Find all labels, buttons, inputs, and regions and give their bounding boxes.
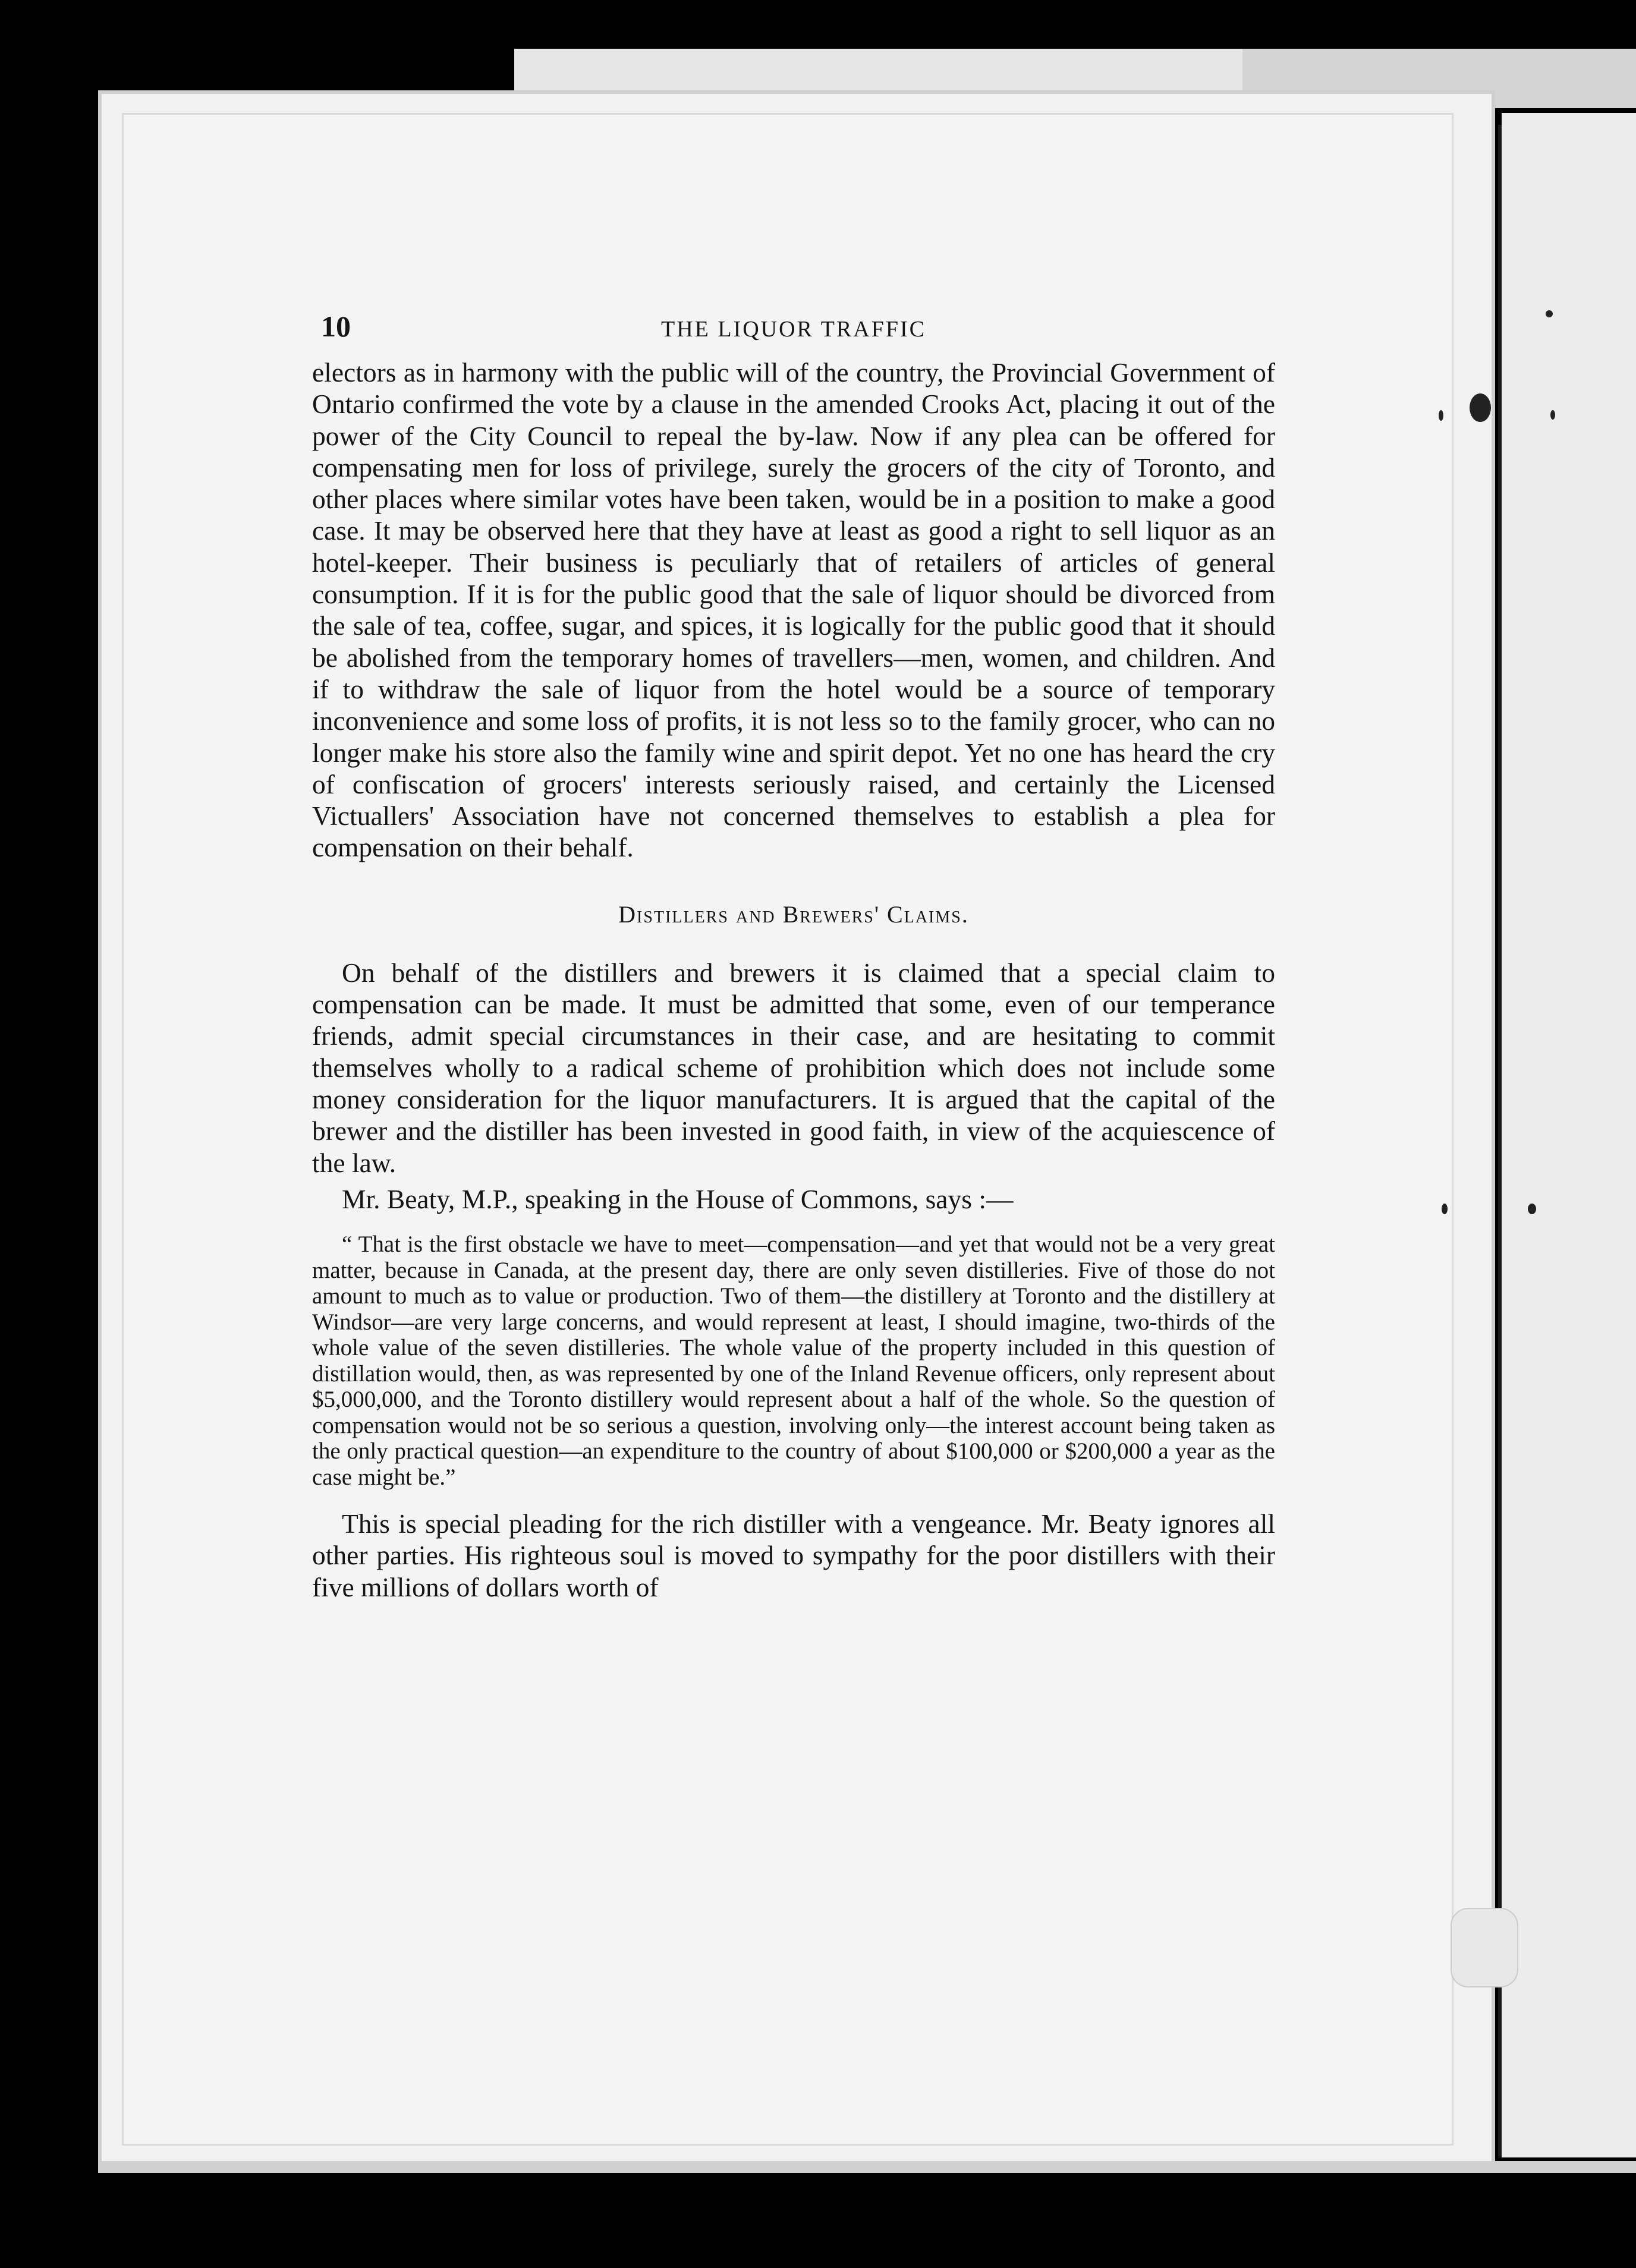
text-column xyxy=(312,309,1275,1603)
running-head-title: THE LIQUOR TRAFFIC xyxy=(661,317,926,342)
running-head xyxy=(312,309,1275,357)
adjacent-page-edge xyxy=(1502,113,1636,2157)
body-paragraph: This is special pleading for the rich distiller with a vengeance. Mr. Beaty ignores all other parties. His righteous soul is moved to sympathy for the poor distillers with their five millions of dollars worth of xyxy=(312,1508,1275,1602)
margin-speck xyxy=(1442,1204,1448,1214)
margin-speck xyxy=(1546,310,1553,317)
body-paragraph: Mr. Beaty, M.P., speaking in the House of Commons, says :— xyxy=(342,1183,1014,1214)
margin-speck xyxy=(1550,410,1555,420)
page-number: 10 xyxy=(321,310,351,343)
body-paragraph: On behalf of the distillers and brewers it is claimed that a special claim to compensation can be made. It must be admitted that some, even of our temperance friends, admit special circumstances in their case, and are hesitating to commit themselves wholly to a radical scheme of prohibition which does not include some money consideration for the liquor manufacturers. It is argued that the capital of the brewer and the distiller has been invested in good faith, in view of the acquiescence of the law. xyxy=(312,957,1275,1178)
binding-fold xyxy=(1498,125,1502,2157)
block-quote: “ That is the first obstacle we have to meet—compensation—and yet that would not be a very great matter, because in Canada, at the present day, there are only seven distilleries. Five of those do not amount to much as to value or production. Two of them—the distillery at Toronto and the distillery at Windsor—are very large concerns, and would represent at least, I should imagine, two-thirds of the whole value of the seven distilleries. The whole value of the property included in this question of distillation would, then, as was represented by one of the Inland Revenue officers, only represent about $5,000,000, and the Toronto distillery would represent about a half of the whole. So the question of compensation would not be so serious a question, involving only—the interest account being taken as the only practical question—an expenditure to the country of about $100,000 or $200,000 a year as the case might be.” xyxy=(312,1231,1275,1490)
body-paragraph: electors as in harmony with the public will of the country, the Provincial Government of Ontario confirmed the vote by a clause in the amended Crooks Act, placing it out of the power of the City Council to repeal the by-law. Now if any plea can be offered for compensating men for loss of privilege, surely the grocers of the city of Toronto, and other places where similar votes have been taken, would be in a position to make a good case. It may be observed here that they have at least as good a right to sell liquor as an hotel-keeper. Their business is peculiarly that of retailers of articles of general consumption. If it is for the public good that the sale of liquor should be divorced from the sale of tea, coffee, sugar, and spices, it is logically for the public good that it should be abolished from the temporary homes of travellers—men, women, and children. And if to withdraw the sale of liquor from the hotel would be a source of temporary inconvenience and some loss of profits, it is not less so to the family grocer, who can no longer make his store also the family wine and spirit depot. Yet no one has heard the cry of confiscation of grocers' interests seriously raised, and certainly the Licensed Victuallers' Association have not concerned themselves to establish a plea for compensation on their behalf. xyxy=(312,357,1275,863)
tape-fragment xyxy=(1451,1908,1518,1987)
margin-blot xyxy=(1470,393,1491,422)
margin-speck xyxy=(1528,1204,1536,1214)
page-bottom-edge xyxy=(98,2161,1636,2173)
section-heading: Distillers and Brewers' Claims. xyxy=(618,900,969,928)
margin-speck xyxy=(1439,410,1443,421)
